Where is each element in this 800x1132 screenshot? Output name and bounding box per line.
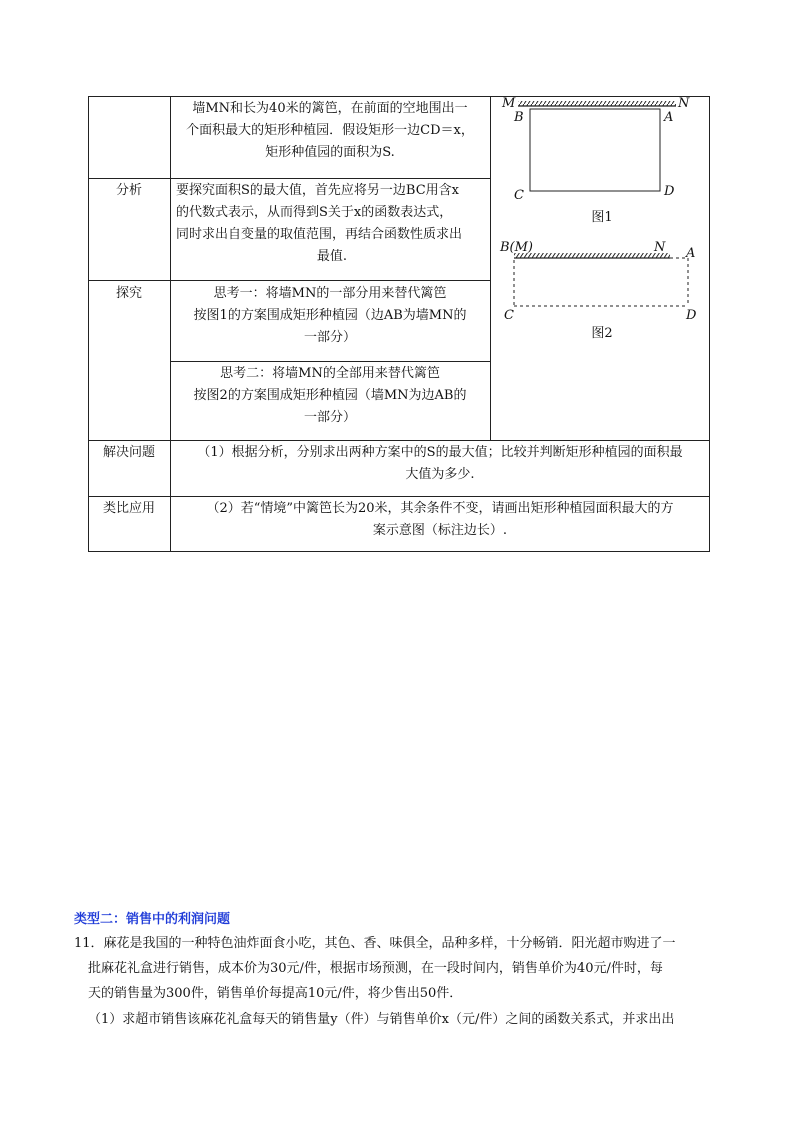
text-line: 的代数式表示，从而得到S关于x的函数表达式， (176, 205, 453, 220)
text-line: （1）根据分析，分别求出两种方案中的S的最大值；比较并判断矩形种植园的面积最 (197, 445, 683, 460)
explore-cell-1 (172, 283, 488, 349)
label-m: M (502, 96, 516, 111)
problem-line: 批麻花礼盒进行销售，成本价为30元/件，根据市场预测，在一段时间内，销售单价为40元/件时，每 (88, 961, 663, 976)
row-label-apply: 类比应用 (102, 501, 155, 516)
text-line: 要探究面积S的最大值，首先应将另一边BC用含x (176, 183, 459, 198)
text-line: 最值. (316, 249, 348, 264)
label-a: A (664, 110, 674, 125)
table-col-divider (170, 96, 171, 552)
text-line: 按图2的方案围成矩形种植园（墙MN为边AB的 (193, 388, 467, 403)
table-row-divider (88, 440, 710, 441)
table-border-top (88, 96, 710, 97)
figure-1-caption: 图1 (591, 210, 613, 225)
label-d2: D (686, 308, 697, 323)
table-col-divider (490, 96, 491, 440)
explore-cell-2 (172, 363, 488, 429)
text-line: 个面积最大的矩形种植园．假设矩形一边CD＝x， (186, 123, 474, 138)
solve-cell (172, 442, 708, 486)
wall-hatch (518, 101, 676, 106)
row-label-solve: 解决问题 (102, 445, 155, 460)
figure-2-diagram (496, 246, 706, 326)
text-line: 思考二：将墙MN的全部用来替代篱笆 (220, 366, 440, 381)
text-line: 一部分） (303, 330, 356, 345)
situation-cell (172, 98, 488, 164)
problem-line: 11．麻花是我国的一种特色油炸面食小吃，其色、香、味俱全，品种多样，十分畅销．阳光超市购进了一 (74, 936, 676, 951)
apply-cell (172, 498, 708, 542)
table-row-divider (88, 178, 490, 179)
text-line: 按图1的方案围成矩形种植园（边AB为墙MN的 (193, 308, 467, 323)
text-line: 矩形种值园的面积为S. (265, 145, 395, 160)
label-c2: C (504, 308, 514, 323)
row-label-explore: 探究 (115, 286, 142, 301)
label-n2: N (654, 240, 666, 255)
problem-line: （1）求超市销售该麻花礼盒每天的销售量y（件）与销售单价x（元/件）之间的函数关系式，并求出出 (88, 1012, 675, 1027)
problem-line: 天的销售量为300件，销售单价每提高10元/件，将少售出50件． (88, 986, 463, 1001)
info-table (88, 96, 710, 552)
text-line: （2）若“情境”中篱笆长为20米，其余条件不变，请画出矩形种植园面积最大的方 (206, 501, 674, 516)
text-line: 思考一：将墙MN的一部分用来替代篱笆 (213, 286, 447, 301)
text-line: 墙MN和长为40米的篱笆，在前面的空地围出一 (192, 101, 468, 116)
label-bm: B(M) (500, 240, 534, 255)
table-border-bottom (88, 551, 710, 552)
label-d: D (664, 184, 675, 199)
analysis-cell (176, 180, 488, 268)
text-line: 案示意图（标注边长）. (372, 523, 508, 538)
figure-2-caption: 图2 (591, 326, 613, 341)
rectangle-abcd (530, 109, 660, 191)
label-n: N (678, 96, 690, 111)
text-line: 一部分） (303, 410, 356, 425)
table-row-divider (88, 280, 490, 281)
label-a2: A (686, 246, 696, 261)
table-sub-divider (170, 361, 490, 362)
label-c: C (514, 188, 524, 203)
section-title: 类型二：销售中的利润问题 (74, 912, 231, 927)
text-line: 大值为多少. (405, 467, 475, 482)
row-label-analysis: 分析 (115, 183, 142, 198)
table-border-left (88, 96, 89, 552)
text-line: 同时求出自变量的取值范围，再结合函数性质求出 (176, 227, 463, 242)
table-border-right (709, 96, 710, 552)
wall-hatch (514, 253, 670, 258)
table-row-divider (88, 496, 710, 497)
label-b: B (514, 110, 524, 125)
